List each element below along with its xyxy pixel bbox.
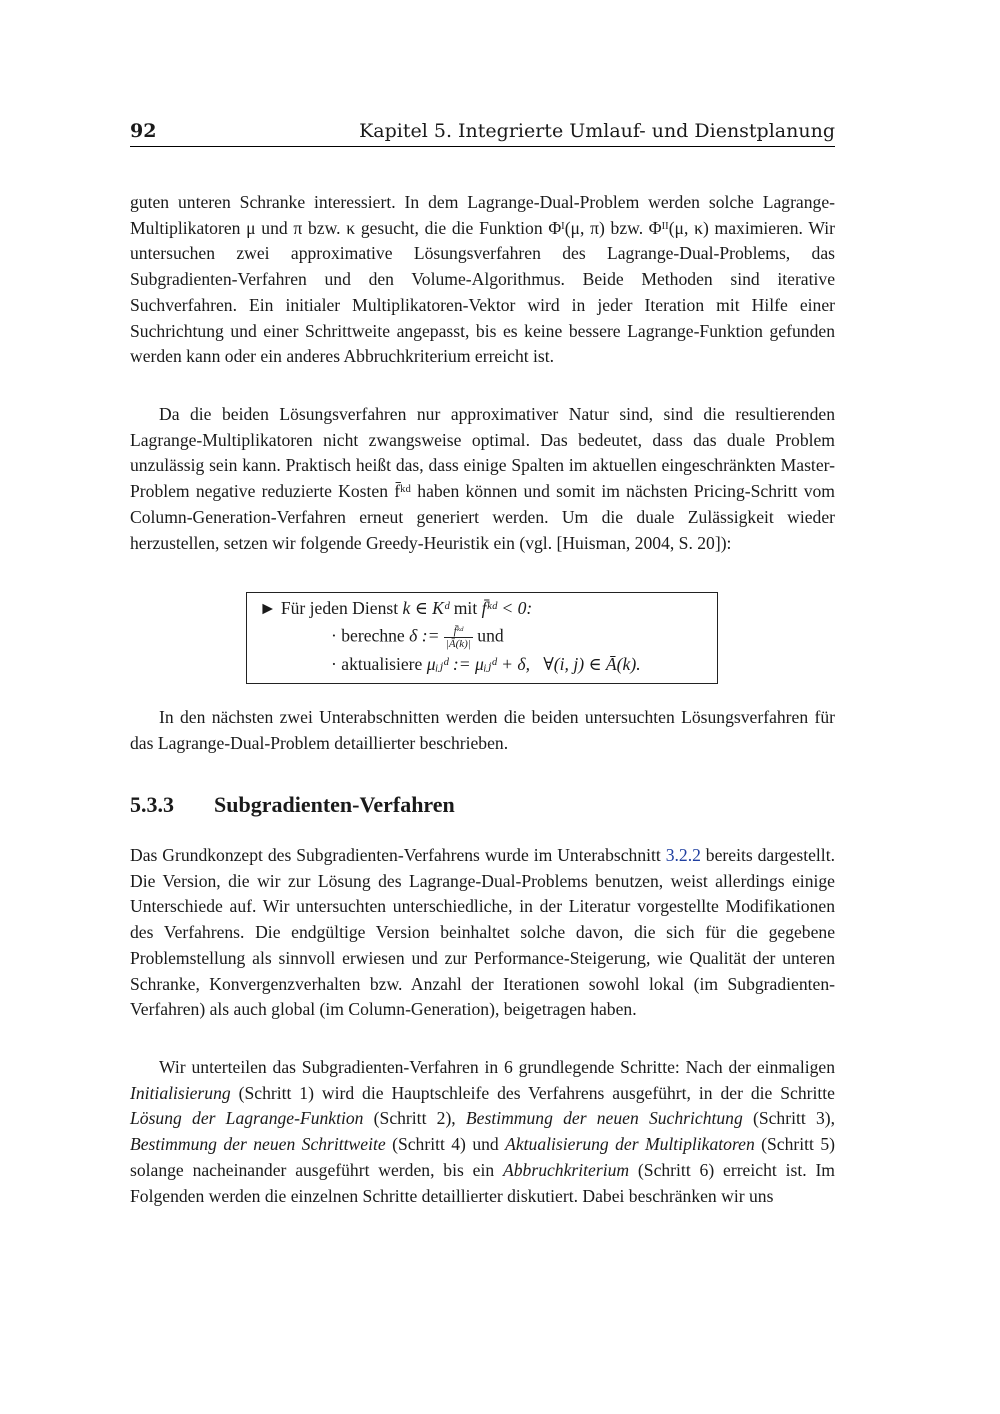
cross-reference-link[interactable]: 3.2.2: [665, 845, 701, 865]
paragraph-text: (Schritt 4) und: [385, 1134, 506, 1155]
greedy-line-1: [259, 598, 532, 619]
delta-fraction: [444, 625, 473, 650]
triangle-bullet-icon: ►: [259, 598, 277, 618]
greedy-line-1-condition: f̄ᵏᵈ < 0:: [481, 598, 533, 618]
greedy-line-1-math: k ∈ Kᵈ: [402, 598, 450, 618]
paragraph-dual-feasibility: Da die beiden Lösungsverfahren nur approximativer Natur sind, sind die resultierenden Lagrange-Multiplikatoren nicht zwangsweise optimal. Das bedeutet, dass das duale Problem unzulässig sein kann. Praktisch heißt das, dass einige Spalten im aktuellen eingeschränkten Master-Problem negative reduzierte Kosten f̄ᵏᵈ haben können und somit im nächsten Pricing-Schritt vom Column-Generation-Verfahren erneut generiert werden. Um die duale Zulässigkeit wieder herzustellen, setzen wir folgende Greedy-Heuristik ein (vgl. [Huisman, 2004, S. 20]):: [130, 404, 835, 553]
paragraph-text: (Schritt 1) wird die Hauptschleife des Verfahrens ausgeführt, in der die Schritte: [230, 1082, 835, 1103]
paragraph-text: (Schritt 6) erreicht ist. Im Folgenden werden die einzelnen Schritte detaillierter diskutiert. Dabei beschränken wir uns: [130, 1159, 835, 1206]
greedy-line-1-mid: mit: [453, 598, 478, 618]
greedy-line-3: [331, 654, 641, 675]
fraction-numerator: f̄ᵏᵈ: [444, 625, 473, 638]
paragraph-text: (Schritt 3),: [742, 1108, 836, 1129]
greedy-line-2: [331, 625, 504, 650]
paragraph-text: (Schritt 2),: [363, 1108, 466, 1129]
emphasis-initialisierung: Initialisierung: [130, 1082, 231, 1103]
section-heading: [130, 792, 835, 818]
greedy-line-2-suffix: und: [477, 625, 504, 646]
paragraph-lagrange-dual-intro: guten unteren Schranke interessiert. In dem Lagrange-Dual-Problem werden solche Lagrange-Multiplikatoren μ und π bzw. κ gesucht, die die Funktion Φᴵ(μ, π) bzw. Φᴵᴵ(μ, κ) maximieren. Wir untersuchen zwei approximative Lösungsverfahren des Lagrange-Dual-Problems, das Subgradienten-Verfahren und den Volume-Algorithmus. Beide Methoden sind iterative Suchverfahren. Ein initialer Multiplikatoren-Vektor wird in jeder Iteration mit Hilfe einer Suchrichtung und einer Schrittweite angepasst, bis es keine bessere Lagrange-Funktion gefunden werden kann oder ein anderes Abbruchkriterium erreicht ist.: [130, 192, 835, 367]
emphasis-aktualisierung: Aktualisierung der Multiplikatoren: [505, 1134, 755, 1155]
greedy-line-3-forall: ∀(i, j) ∈ Ā(k).: [543, 654, 641, 674]
paragraph-subgradient-steps: [130, 1055, 835, 1209]
section-number: 5.3.3: [130, 792, 174, 817]
running-header: [130, 120, 835, 147]
paragraph-text: Das Grundkonzept des Subgradienten-Verfahrens wurde im Unterabschnitt: [130, 845, 666, 865]
section-title: Subgradienten-Verfahren: [214, 792, 455, 817]
page-number: 92: [130, 120, 157, 142]
paragraph-text: (Schritt 5) solange nacheinander ausgeführt werden, bis ein: [130, 1134, 835, 1180]
chapter-title: Kapitel 5. Integrierte Umlauf- und Dienstplanung: [359, 120, 835, 142]
emphasis-suchrichtung: Bestimmung der neuen Suchrichtung: [465, 1108, 743, 1129]
emphasis-loesung: Lösung der Lagrange-Funktion: [130, 1108, 364, 1129]
greedy-line-2-prefix: · berechne: [331, 625, 405, 646]
paragraph-text: bereits dargestellt. Die Version, die wir zur Lösung des Lagrange-Dual-Problems benutzen, weist allerdings einige Unterschiede auf. Wir untersuchten unterschiedliche, in der Literatur vorgestellte Modifikationen des Verfahrens. Die endgültige Version beinhaltet solche davon, die sich für die gegebene Problemstellung als sinnvoll erwiesen und zur Performance-Steigerung, wie Qualität der unteren Schranke, Konvergenzverhalten bzw. Anzahl der Iterationen sowohl lokal (im Subgradienten-Verfahren) als auch global (im Column-Generation), beigetragen haben.: [130, 845, 835, 1020]
greedy-line-3-prefix: · aktualisiere: [331, 654, 423, 674]
greedy-line-3-math: μᵢⱼᵈ := μᵢⱼᵈ + δ,: [426, 654, 530, 674]
paragraph-text: Wir unterteilen das Subgradienten-Verfahren in 6 grundlegende Schritte: Nach der einmaligen: [159, 1057, 835, 1077]
paragraph-next-subsections: In den nächsten zwei Unterabschnitten werden die beiden untersuchten Lösungsverfahren für das Lagrange-Dual-Problem detaillierter beschrieben.: [130, 707, 835, 753]
emphasis-abbruchkriterium: Abbruchkriterium: [503, 1159, 630, 1180]
paragraph-subgradient-concept: [130, 843, 835, 1023]
greedy-line-2-math: δ :=: [409, 625, 440, 646]
emphasis-schrittweite: Bestimmung der neuen Schrittweite: [130, 1134, 386, 1155]
greedy-line-1-text: Für jeden Dienst: [280, 598, 399, 618]
greedy-heuristic-box: [246, 592, 718, 684]
fraction-denominator: |Ā(k)|: [445, 638, 471, 650]
